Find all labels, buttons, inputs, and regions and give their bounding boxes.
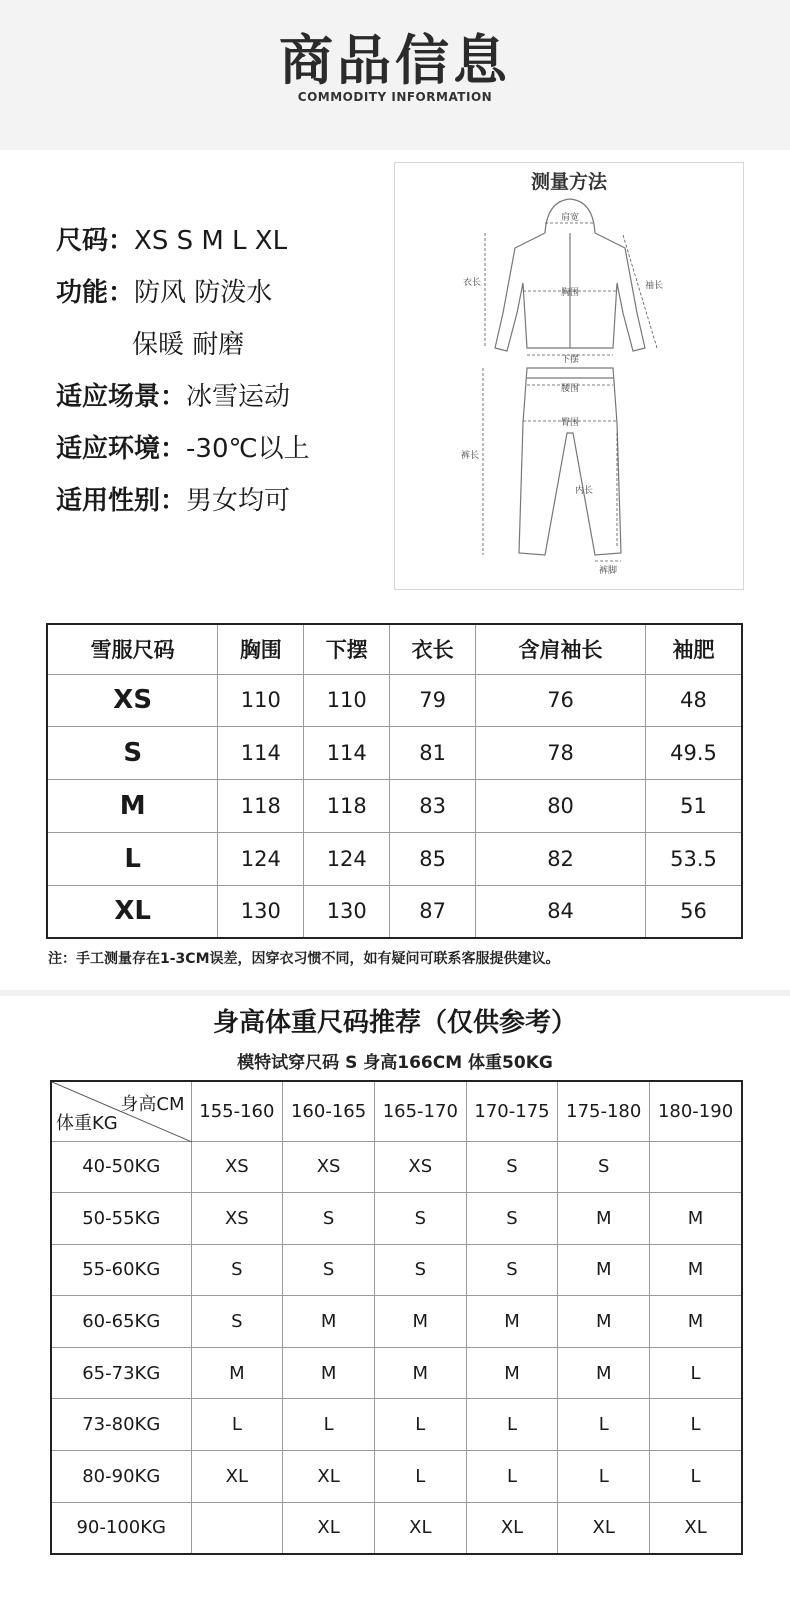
value-cell: 85 <box>390 832 476 885</box>
rec-size-cell: S <box>466 1193 558 1245</box>
table-row <box>51 1399 742 1451</box>
table-row <box>51 1244 742 1296</box>
rec-size-cell: M <box>466 1347 558 1399</box>
size-cell: XL <box>47 885 218 938</box>
info-gender <box>56 475 396 527</box>
weight-cell: 73-80KG <box>51 1399 191 1451</box>
size-cell: M <box>47 780 218 833</box>
info-scene-label: 适应场景： <box>56 382 187 412</box>
recommend-title: 身高体重尺码推荐（仅供参考） <box>212 1008 577 1038</box>
value-cell: 124 <box>304 832 390 885</box>
label-waist: 腰围 <box>560 384 580 394</box>
corner-cell <box>51 1081 191 1141</box>
value-cell: 87 <box>390 885 476 938</box>
rec-size-cell: M <box>558 1347 650 1399</box>
height-col: 180-190 <box>650 1081 742 1141</box>
info-environment <box>56 423 396 475</box>
rec-size-cell: XS <box>191 1193 283 1245</box>
recommend-table <box>50 1080 743 1555</box>
rec-size-cell: XL <box>374 1502 466 1554</box>
rec-size-cell: M <box>558 1296 650 1348</box>
rec-size-cell: XL <box>283 1502 375 1554</box>
label-chest: 胸围 <box>560 288 580 298</box>
col-chest: 胸围 <box>218 624 304 674</box>
rec-size-cell: M <box>283 1296 375 1348</box>
rec-size-cell: XL <box>558 1502 650 1554</box>
table-row <box>51 1502 742 1554</box>
table-row <box>47 674 742 727</box>
rec-size-cell: L <box>650 1347 742 1399</box>
height-col: 175-180 <box>558 1081 650 1141</box>
value-cell: 49.5 <box>645 727 742 780</box>
size-cell: S <box>47 727 218 780</box>
rec-size-cell: M <box>650 1296 742 1348</box>
page-subtitle: COMMODITY INFORMATION <box>297 90 493 104</box>
value-cell: 53.5 <box>645 832 742 885</box>
info-gender-label: 适用性别： <box>56 486 187 516</box>
value-cell: 124 <box>218 832 304 885</box>
col-sleeve: 含肩袖长 <box>476 624 646 674</box>
recommend-header <box>51 1081 742 1141</box>
garment-diagram <box>395 163 745 591</box>
weight-cell: 55-60KG <box>51 1244 191 1296</box>
height-col: 160-165 <box>283 1081 375 1141</box>
corner-weight-label: 体重KG <box>56 1112 118 1134</box>
label-shoulder: 肩宽 <box>560 213 580 223</box>
rec-size-cell: XS <box>374 1141 466 1193</box>
value-cell: 48 <box>645 674 742 727</box>
info-function <box>56 267 396 319</box>
info-environment-value: -30℃以上 <box>186 434 310 464</box>
product-info <box>56 215 396 527</box>
col-size: 雪服尺码 <box>47 624 218 674</box>
value-cell: 78 <box>476 727 646 780</box>
label-leg-opening: 裤脚 <box>598 566 618 576</box>
rec-size-cell: M <box>374 1296 466 1348</box>
info-size <box>56 215 396 267</box>
value-cell: 110 <box>304 674 390 727</box>
rec-size-cell: M <box>191 1347 283 1399</box>
value-cell: 110 <box>218 674 304 727</box>
info-gender-value: 男女均可 <box>186 486 291 516</box>
rec-size-cell: L <box>558 1451 650 1503</box>
weight-cell: 50-55KG <box>51 1193 191 1245</box>
rec-size-cell: XL <box>191 1451 283 1503</box>
value-cell: 56 <box>645 885 742 938</box>
value-cell: 118 <box>218 780 304 833</box>
rec-size-cell: L <box>283 1399 375 1451</box>
section-divider <box>0 990 790 996</box>
table-row <box>51 1141 742 1193</box>
rec-size-cell: S <box>466 1244 558 1296</box>
page-title: 商品信息 <box>279 29 511 92</box>
table-row <box>51 1296 742 1348</box>
corner-height-label: 身高CM <box>120 1094 185 1115</box>
info-function-cont <box>56 319 396 371</box>
rec-size-cell: S <box>558 1141 650 1193</box>
rec-size-cell: L <box>650 1451 742 1503</box>
rec-size-cell: M <box>374 1347 466 1399</box>
measure-title: 测量方法 <box>530 171 607 193</box>
value-cell: 82 <box>476 832 646 885</box>
label-sleeve: 袖长 <box>645 281 664 291</box>
value-cell: 83 <box>390 780 476 833</box>
value-cell: 80 <box>476 780 646 833</box>
label-inseam: 内长 <box>574 486 593 496</box>
rec-size-cell <box>650 1141 742 1193</box>
value-cell: 114 <box>304 727 390 780</box>
table-row <box>51 1451 742 1503</box>
info-function-value2: 保暖 耐磨 <box>132 330 245 360</box>
rec-size-cell: S <box>283 1244 375 1296</box>
info-size-value: XS S M L XL <box>134 226 288 256</box>
weight-cell: 40-50KG <box>51 1141 191 1193</box>
rec-size-cell: S <box>191 1296 283 1348</box>
rec-size-cell: S <box>283 1193 375 1245</box>
table-row <box>51 1193 742 1245</box>
weight-cell: 80-90KG <box>51 1451 191 1503</box>
rec-size-cell: L <box>466 1399 558 1451</box>
value-cell: 130 <box>218 885 304 938</box>
label-pants-length: 裤长 <box>460 451 479 461</box>
value-cell: 79 <box>390 674 476 727</box>
weight-cell: 65-73KG <box>51 1347 191 1399</box>
info-size-label: 尺码： <box>56 226 135 256</box>
rec-size-cell: M <box>650 1244 742 1296</box>
col-sleeve-width: 袖肥 <box>645 624 742 674</box>
rec-size-cell: XS <box>283 1141 375 1193</box>
weight-cell: 90-100KG <box>51 1502 191 1554</box>
table-row <box>47 832 742 885</box>
value-cell: 76 <box>476 674 646 727</box>
table-row <box>47 780 742 833</box>
label-length: 衣长 <box>462 278 481 288</box>
label-hem: 下摆 <box>560 355 580 365</box>
value-cell: 84 <box>476 885 646 938</box>
rec-size-cell: S <box>191 1244 283 1296</box>
rec-size-cell: S <box>374 1193 466 1245</box>
value-cell: 130 <box>304 885 390 938</box>
info-function-value: 防风 防泼水 <box>134 278 273 308</box>
height-col: 165-170 <box>374 1081 466 1141</box>
rec-size-cell: XL <box>283 1451 375 1503</box>
rec-size-cell: S <box>374 1244 466 1296</box>
info-scene <box>56 371 396 423</box>
size-table-header <box>47 624 742 674</box>
measurement-note: 注：手工测量存在1-3CM误差，因穿衣习惯不同，如有疑问可联系客服提供建议。 <box>48 951 560 967</box>
info-function-label: 功能： <box>56 278 135 308</box>
col-hem: 下摆 <box>304 624 390 674</box>
value-cell: 51 <box>645 780 742 833</box>
value-cell: 118 <box>304 780 390 833</box>
height-col: 170-175 <box>466 1081 558 1141</box>
rec-size-cell: L <box>650 1399 742 1451</box>
table-row <box>47 727 742 780</box>
size-table <box>46 623 743 939</box>
rec-size-cell: S <box>466 1141 558 1193</box>
pants-body <box>519 368 621 555</box>
table-row <box>47 885 742 938</box>
rec-size-cell: L <box>466 1451 558 1503</box>
table-row <box>51 1347 742 1399</box>
rec-size-cell: M <box>283 1347 375 1399</box>
info-scene-value: 冰雪运动 <box>186 382 291 412</box>
size-cell: XS <box>47 674 218 727</box>
rec-size-cell: L <box>374 1451 466 1503</box>
size-cell: L <box>47 832 218 885</box>
rec-size-cell: M <box>650 1193 742 1245</box>
value-cell: 114 <box>218 727 304 780</box>
rec-size-cell: L <box>374 1399 466 1451</box>
label-hip: 臀围 <box>560 418 580 428</box>
weight-cell: 60-65KG <box>51 1296 191 1348</box>
rec-size-cell: M <box>558 1244 650 1296</box>
measure-diagram <box>394 162 744 590</box>
height-col: 155-160 <box>191 1081 283 1141</box>
value-cell: 81 <box>390 727 476 780</box>
rec-size-cell: L <box>191 1399 283 1451</box>
rec-size-cell: XL <box>466 1502 558 1554</box>
info-environment-label: 适应环境： <box>56 434 187 464</box>
rec-size-cell <box>191 1502 283 1554</box>
rec-size-cell: XL <box>650 1502 742 1554</box>
rec-size-cell: XS <box>191 1141 283 1193</box>
rec-size-cell: L <box>558 1399 650 1451</box>
recommend-subtitle: 模特试穿尺码 S 身高166CM 体重50KG <box>237 1053 553 1073</box>
rec-size-cell: M <box>558 1193 650 1245</box>
rec-size-cell: M <box>466 1296 558 1348</box>
col-length: 衣长 <box>390 624 476 674</box>
